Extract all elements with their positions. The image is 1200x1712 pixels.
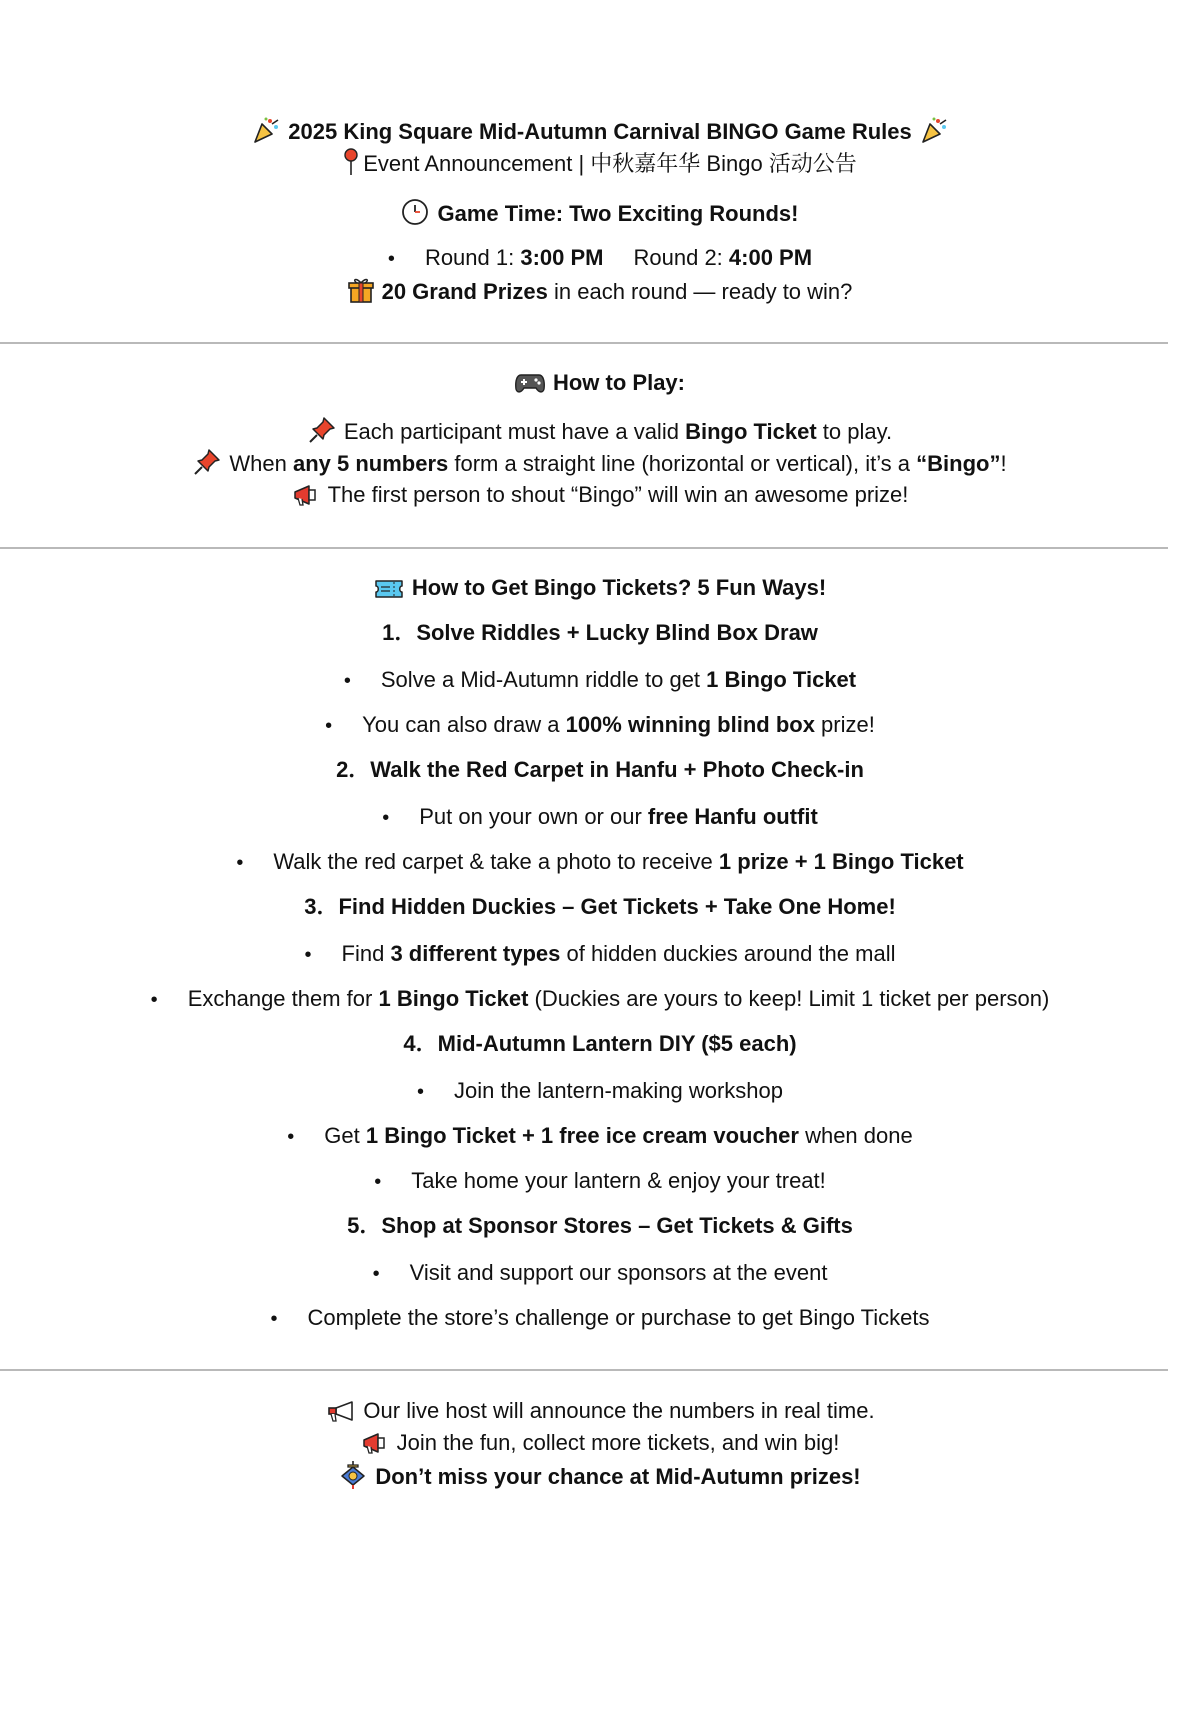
- subtitle-text: Event Announcement | 中秋嘉年华 Bingo 活动公告: [363, 151, 857, 176]
- way-2-bullet-2: • Walk the red carpet & take a photo to receive 1 prize + 1 Bingo Ticket: [0, 847, 1200, 878]
- ticket-icon: [374, 578, 404, 600]
- megaphone-icon: [292, 483, 320, 507]
- way-3-title: 3．Find Hidden Duckies – Get Tickets + Take One Home!: [304, 894, 896, 919]
- title-text: 2025 King Square Mid-Autumn Carnival BINGO Game Rules: [288, 119, 912, 144]
- way-5-title: 5．Shop at Sponsor Stores – Get Tickets & Gifts: [347, 1213, 853, 1238]
- way-3-bullet-1: • Find 3 different types of hidden duckies around the mall: [0, 939, 1200, 970]
- footer-line-3: Don’t miss your chance at Mid-Autumn prizes!: [0, 1461, 1200, 1492]
- how-to-play-heading: How to Play:: [0, 368, 1200, 398]
- way-2-bullet-1: • Put on your own or our free Hanfu outfit: [0, 802, 1200, 833]
- way-5-bullet-2: • Complete the store’s challenge or purchase to get Bingo Tickets: [0, 1303, 1200, 1334]
- way-4-bullet-1: • Join the lantern-making workshop: [0, 1076, 1200, 1107]
- play-rule-1: Each participant must have a valid Bingo Ticket to play.: [0, 416, 1200, 447]
- way-5-bullet-1: • Visit and support our sponsors at the event: [0, 1258, 1200, 1289]
- divider: [0, 1369, 1168, 1371]
- way-4-title: 4．Mid-Autumn Lantern DIY ($5 each): [403, 1031, 797, 1056]
- party-popper-icon: [252, 116, 280, 144]
- page-title: [0, 116, 1200, 147]
- play-rule-3: The first person to shout “Bingo” will win an awesome prize!: [0, 480, 1200, 510]
- footer-line-1: Our live host will announce the numbers in real time.: [0, 1396, 1200, 1426]
- way-4-bullet-2: • Get 1 Bingo Ticket + 1 free ice cream voucher when done: [0, 1121, 1200, 1152]
- game-controller-icon: [515, 371, 545, 395]
- clock-icon: [401, 198, 429, 226]
- party-popper-icon: [920, 116, 948, 144]
- pushpin-icon: [308, 416, 336, 444]
- bullet: [388, 245, 425, 270]
- round-times: • Round 1: 3:00 PM Round 2: 4:00 PM: [0, 243, 1200, 274]
- way-1-bullet-1: • Solve a Mid-Autumn riddle to get 1 Bingo Ticket: [0, 665, 1200, 696]
- divider: [0, 547, 1168, 549]
- game-time-heading: Game Time: Two Exciting Rounds!: [0, 198, 1200, 229]
- play-rule-2: When any 5 numbers form a straight line (horizontal or vertical), it’s a “Bingo”!: [0, 448, 1200, 479]
- grand-prizes-line: 20 Grand Prizes in each round — ready to win?: [0, 276, 1200, 307]
- round2-time: 4:00 PM: [728, 245, 813, 270]
- round1-time: 3:00 PM: [520, 245, 604, 270]
- way-4-bullet-3: • Take home your lantern & enjoy your treat!: [0, 1166, 1200, 1197]
- gift-icon: [348, 276, 374, 304]
- way-2-title: 2．Walk the Red Carpet in Hanfu + Photo Check-in: [336, 757, 864, 782]
- way-1-title: 1．Solve Riddles + Lucky Blind Box Draw: [382, 620, 818, 645]
- megaphone-icon: [361, 1431, 389, 1455]
- tickets-heading: How to Get Bingo Tickets? 5 Fun Ways!: [0, 573, 1200, 603]
- pushpin-icon: [193, 448, 221, 476]
- subtitle: [0, 148, 1200, 179]
- divider: [0, 342, 1168, 344]
- way-3-bullet-2: • Exchange them for 1 Bingo Ticket (Duckies are yours to keep! Limit 1 ticket per person): [0, 984, 1200, 1015]
- lantern-icon: [339, 1461, 367, 1489]
- loudspeaker-icon: [325, 1399, 355, 1423]
- footer-line-2: Join the fun, collect more tickets, and win big!: [0, 1428, 1200, 1458]
- round-pushpin-icon: [343, 148, 359, 176]
- way-1-bullet-2: • You can also draw a 100% winning blind box prize!: [0, 710, 1200, 741]
